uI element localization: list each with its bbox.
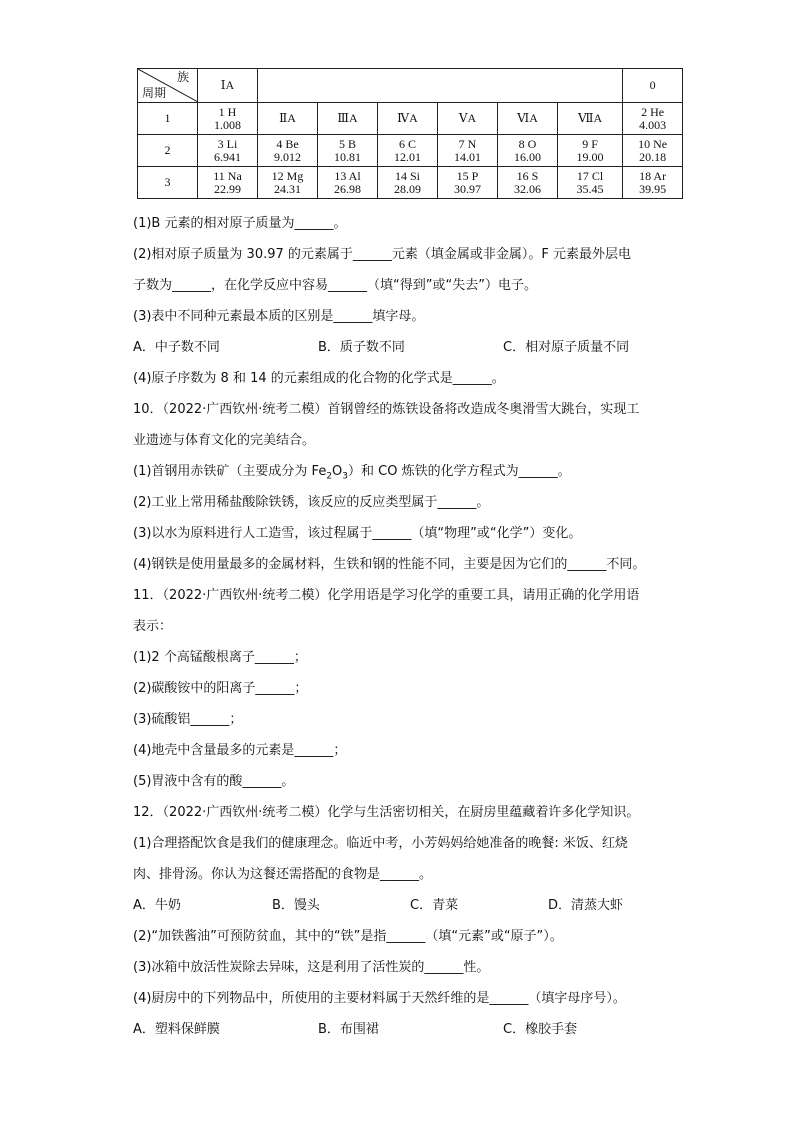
- question-12-part-1: (1)合理搭配饮食是我们的健康理念。临近中考，小芳妈妈给她准备的晚餐: 米饭、红烧: [133, 836, 628, 851]
- periodic-table: [137, 68, 683, 199]
- table-corner-cell: [138, 69, 198, 103]
- option-b: B．布围裙: [318, 1022, 379, 1037]
- element-cell: 16 S 32.06: [498, 167, 558, 199]
- element-cell: 9 F 19.00: [558, 135, 623, 167]
- element-cell: 8 O 16.00: [498, 135, 558, 167]
- option-c: C．橡胶手套: [503, 1022, 578, 1037]
- question-10-stem-cont: 业遗迹与体育文化的完美结合。: [133, 433, 316, 448]
- question-11-part-1: (1)2 个高锰酸根离子______；: [133, 650, 307, 665]
- element-cell: 15 P 30.97: [438, 167, 498, 199]
- question-10-part-3: (3)以水为原料进行人工造雪，该过程属于______（填“物理”或“化学”）变化。: [133, 526, 582, 541]
- option-b: B．馒头: [272, 898, 320, 913]
- question-12-part-3: (3)冰箱中放活性炭除去异味，这是利用了活性炭的______性。: [133, 960, 490, 975]
- question-9-part-2-cont: 子数为______，在化学反应中容易______（填“得到”或“失去”）电子。: [133, 278, 537, 293]
- option-a: A．牛奶: [133, 898, 181, 913]
- element-cell: 1 H 1.008: [198, 103, 258, 135]
- question-11-part-4: (4)地壳中含量最多的元素是______；: [133, 743, 347, 758]
- corner-period-label: 周期: [142, 86, 167, 100]
- group-header-cell: ⅦA: [558, 103, 623, 135]
- table-row: [138, 167, 683, 199]
- group-header-cell: ⅤA: [438, 103, 498, 135]
- table-row: [138, 103, 683, 135]
- group-header-cell: ⅡA: [258, 103, 318, 135]
- corner-group-label: 族: [176, 70, 189, 84]
- question-11-part-3: (3)硫酸铝______；: [133, 712, 243, 727]
- question-9-part-4: (4)原子序数为 8 和 14 的元素组成的化合物的化学式是______。: [133, 371, 505, 386]
- question-11-part-2: (2)碳酸铵中的阳离子______；: [133, 681, 308, 696]
- question-12-stem: 12．（2022·广西钦州·统考二模）化学与生活密切相关，在厨房里蕴藏着许多化学知识。: [133, 805, 640, 820]
- period-label: 3: [138, 167, 198, 199]
- element-cell: 5 B 10.81: [318, 135, 378, 167]
- element-cell: 10 Ne 20.18: [623, 135, 683, 167]
- question-11-stem: 11．（2022·广西钦州·统考二模）化学用语是学习化学的重要工具，请用正确的化学用语: [133, 588, 640, 603]
- group-header-cell: ⅣA: [378, 103, 438, 135]
- group-header-cell: ⅢA: [318, 103, 378, 135]
- element-cell: 12 Mg 24.31: [258, 167, 318, 199]
- period-label: 2: [138, 135, 198, 167]
- group-header-ia: ⅠA: [198, 69, 258, 103]
- question-12-part-4: (4)厨房中的下列物品中，所使用的主要材料属于天然纤维的是______（填字母序号）。: [133, 991, 626, 1006]
- table-row: [138, 135, 683, 167]
- period-label: 1: [138, 103, 198, 135]
- question-11-part-5: (5)胃液中含有的酸______。: [133, 774, 295, 789]
- option-c: C．青菜: [410, 898, 459, 913]
- question-12-part-2: (2)“加铁酱油”可预防贫血，其中的“铁”是指______（填“元素”或“原子”）。: [133, 929, 563, 944]
- option-a: A．塑料保鲜膜: [133, 1022, 220, 1037]
- question-9-part-2: (2)相对原子质量为 30.97 的元素属于______元素（填金属或非金属）。F 元素最外层电: [133, 247, 632, 262]
- option-b: B．质子数不同: [318, 340, 405, 355]
- element-cell: 2 He 4.003: [623, 103, 683, 135]
- group-header-0: 0: [623, 69, 683, 103]
- option-c: C．相对原子质量不同: [503, 340, 630, 355]
- element-cell: 6 C 12.01: [378, 135, 438, 167]
- element-cell: 14 Si 28.09: [378, 167, 438, 199]
- option-a: A．中子数不同: [133, 340, 220, 355]
- element-cell: 18 Ar 39.95: [623, 167, 683, 199]
- question-12-part-1-cont: 肉、排骨汤。你认为这餐还需搭配的食物是______。: [133, 867, 433, 882]
- question-10-part-4: (4)钢铁是使用量最多的金属材料，生铁和钢的性能不同，主要是因为它们的______不同。: [133, 557, 646, 572]
- group-header-cell: ⅥA: [498, 103, 558, 135]
- question-10-stem: 10．（2022·广西钦州·统考二模）首钢曾经的炼铁设备将改造成冬奥滑雪大跳台，实现工: [133, 402, 640, 417]
- question-10-part-1: (1)首钢用赤铁矿（主要成分为 $Fe_2O_3$）和 CO 炼铁的化学方程式为______。: [133, 464, 571, 482]
- header-blank: [258, 69, 623, 103]
- question-9-part-3: (3)表中不同种元素最本质的区别是______填字母。: [133, 309, 425, 324]
- element-cell: 4 Be 9.012: [258, 135, 318, 167]
- element-cell: 7 N 14.01: [438, 135, 498, 167]
- question-9-part-1: (1)B 元素的相对原子质量为______。: [133, 216, 347, 231]
- option-d: D．清蒸大虾: [548, 898, 624, 913]
- element-cell: 3 Li 6.941: [198, 135, 258, 167]
- element-cell: 13 Al 26.98: [318, 167, 378, 199]
- question-10-part-2: (2)工业上常用稀盐酸除铁锈，该反应的反应类型属于______。: [133, 495, 490, 510]
- question-11-stem-cont: 表示：: [133, 619, 173, 634]
- element-cell: 11 Na 22.99: [198, 167, 258, 199]
- element-cell: 17 Cl 35.45: [558, 167, 623, 199]
